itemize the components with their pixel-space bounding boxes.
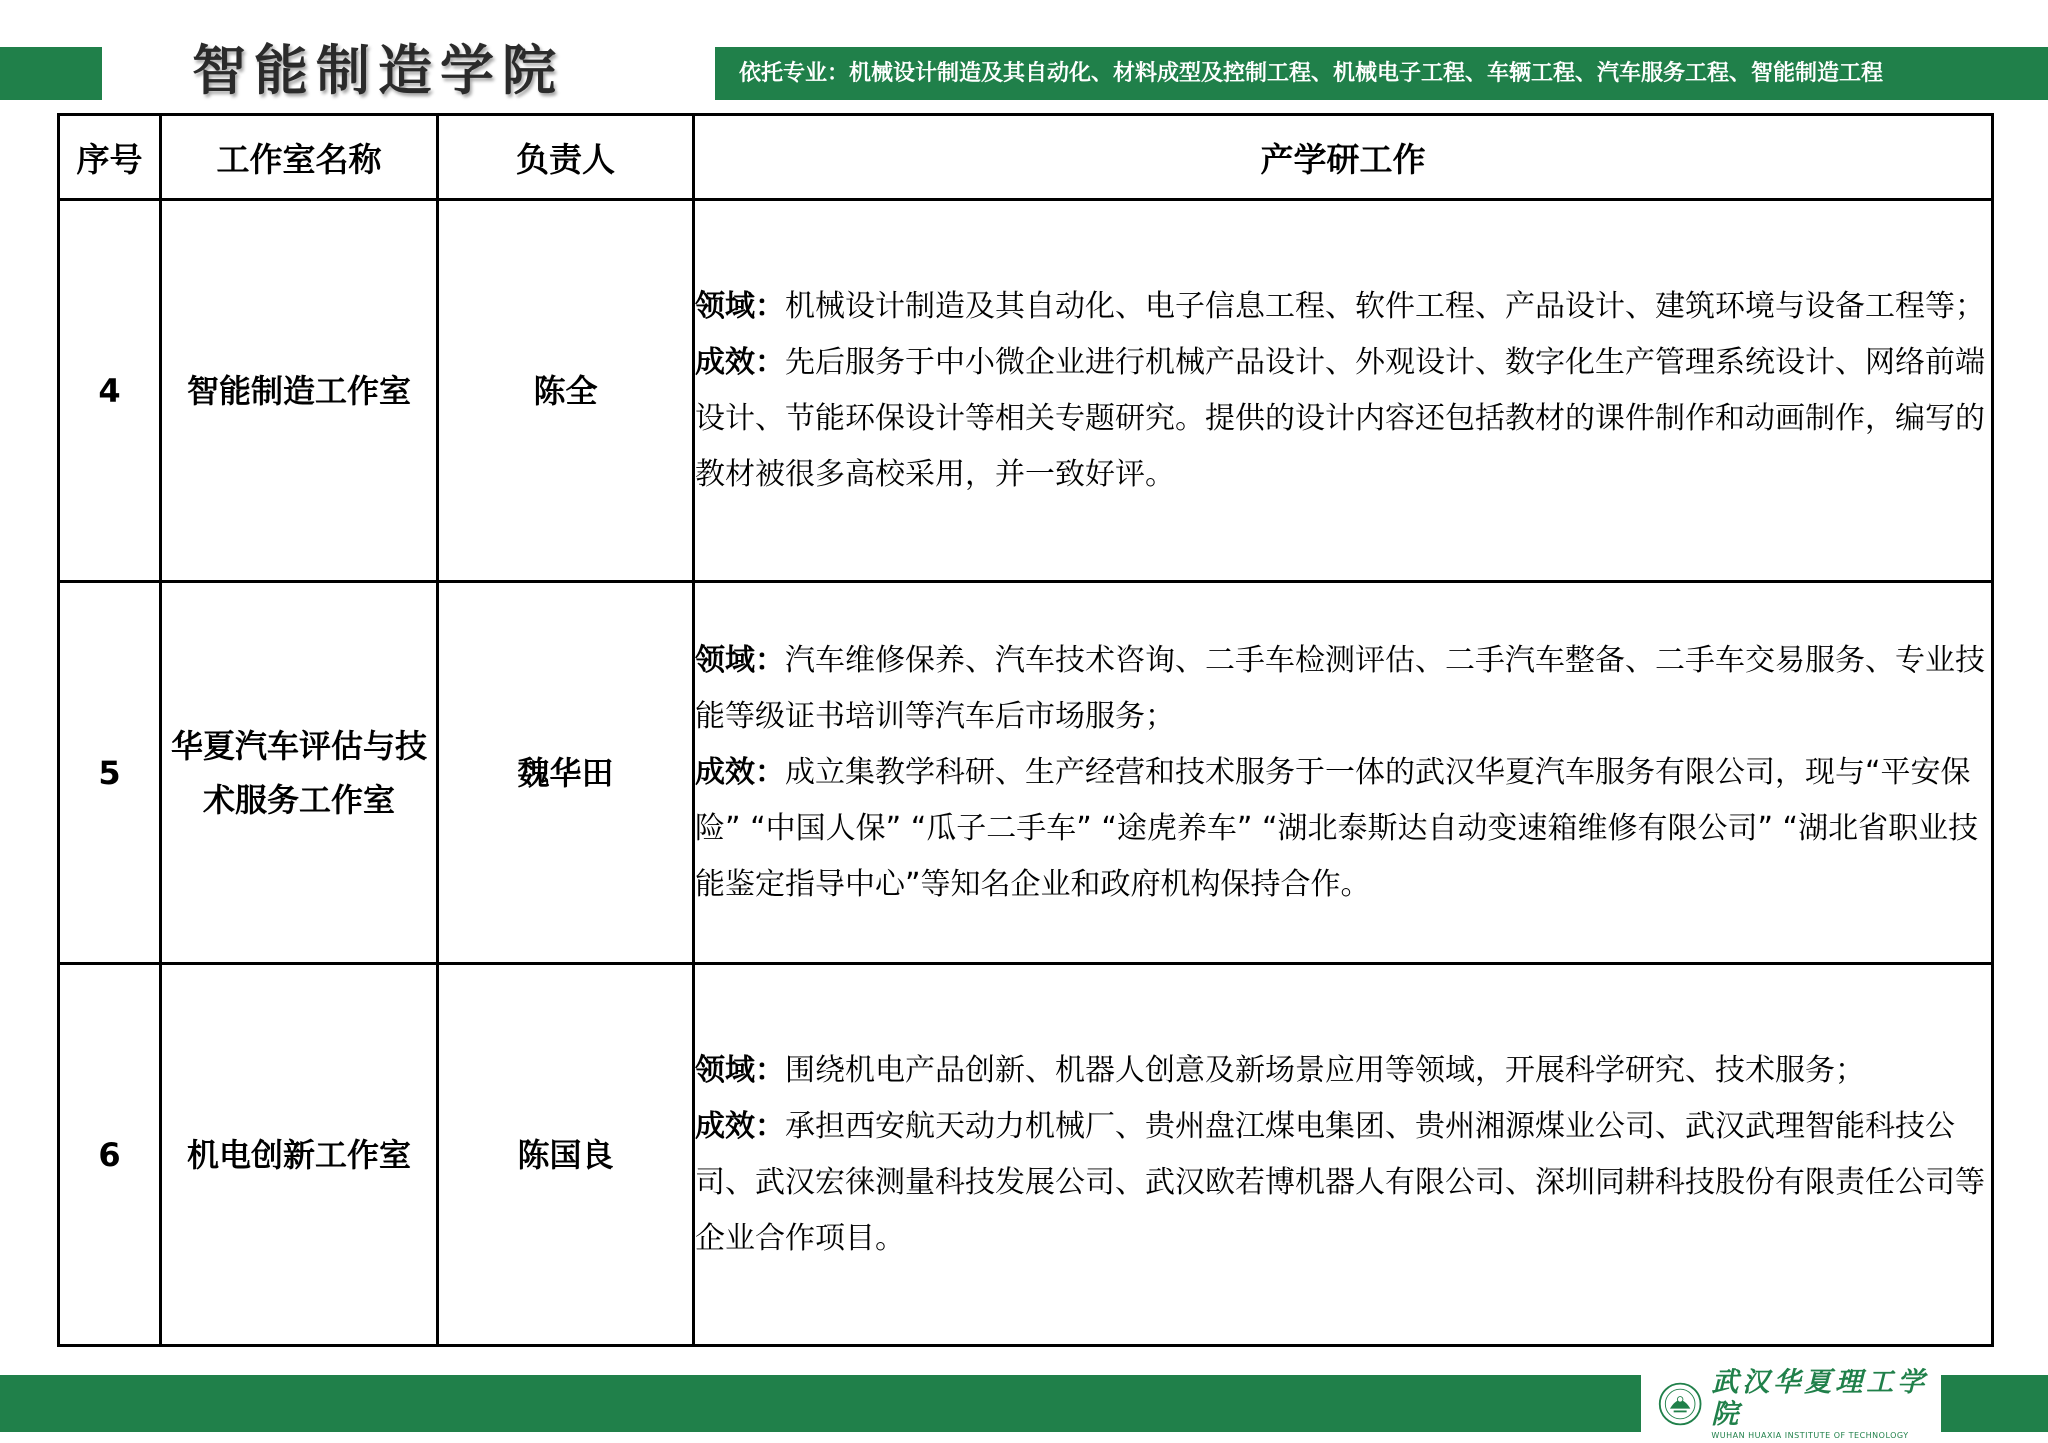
result-paragraph (695, 745, 1991, 913)
university-emblem-icon (1657, 1379, 1703, 1429)
header-accent-bar-left (0, 47, 102, 100)
work-description (694, 582, 1993, 964)
result-label: 成效： (695, 344, 785, 380)
result-text: 先后服务于中小微企业进行机械产品设计、外观设计、数字化生产管理系统设计、网络前端设计、节能环保设计等相关专题研究。提供的设计内容还包括教材的课件制作和动画制作，编写的教材被很多高校采用，并一致好评。 (695, 344, 1985, 492)
field-text: 汽车维修保养、汽车技术咨询、二手车检测评估、二手汽车整备、二手车交易服务、专业技能等级证书培训等汽车后市场服务； (695, 642, 1985, 734)
studio-leader: 陈全 (438, 200, 694, 582)
field-text: 机械设计制造及其自动化、电子信息工程、软件工程、产品设计、建筑环境与设备工程等； (785, 288, 1985, 324)
table-row (59, 582, 1993, 964)
header-leader: 负责人 (438, 115, 694, 200)
field-label: 领域： (695, 288, 785, 324)
studio-leader: 魏华田 (438, 582, 694, 964)
result-text: 承担西安航天动力机械厂、贵州盘江煤电集团、贵州湘源煤业公司、武汉武理智能科技公司、武汉宏徕测量科技发展公司、武汉欧若博机器人有限公司、深圳同耕科技股份有限责任公司等企业合作项目。 (695, 1108, 1985, 1256)
result-text: 成立集教学科研、生产经营和技术服务于一体的武汉华夏汽车服务有限公司，现与“平安保险” “中国人保” “瓜子二手车” “途虎养车” “湖北泰斯达自动变速箱维修有限公司” “湖北省职业技能鉴定指导中心”等知名企业和政府机构保持合作。 (695, 754, 1979, 902)
row-number: 4 (59, 200, 161, 582)
result-label: 成效： (695, 754, 785, 790)
field-paragraph (695, 1043, 1991, 1099)
field-paragraph (695, 279, 1991, 335)
university-logo (1641, 1366, 1941, 1440)
field-text: 围绕机电产品创新、机器人创意及新场景应用等领域，开展科学研究、技术服务； (785, 1052, 1865, 1088)
table-header-row (59, 115, 1993, 200)
studio-name: 智能制造工作室 (161, 200, 438, 582)
header-studio-name: 工作室名称 (161, 115, 438, 200)
logo-chinese-name: 武汉华夏理工学院 (1711, 1366, 1929, 1430)
studio-name: 机电创新工作室 (161, 964, 438, 1346)
page-title: 智能制造学院 (192, 38, 564, 102)
result-label: 成效： (695, 1108, 785, 1144)
field-label: 领域： (695, 1052, 785, 1088)
field-label: 领域： (695, 642, 785, 678)
table-row (59, 200, 1993, 582)
header-no: 序号 (59, 115, 161, 200)
studio-name: 华夏汽车评估与技术服务工作室 (161, 582, 438, 964)
result-paragraph (695, 335, 1991, 503)
majors-banner: 依托专业：机械设计制造及其自动化、材料成型及控制工程、机械电子工程、车辆工程、汽车服务工程、智能制造工程 (715, 47, 2048, 100)
logo-english-name: WUHAN HUAXIA INSTITUTE OF TECHNOLOGY (1711, 1430, 1909, 1440)
row-number: 6 (59, 964, 161, 1346)
work-description (694, 964, 1993, 1346)
studio-leader: 陈国良 (438, 964, 694, 1346)
header-work: 产学研工作 (694, 115, 1993, 200)
result-paragraph (695, 1099, 1991, 1267)
studio-table (57, 113, 1994, 1347)
logo-text (1711, 1367, 1941, 1441)
table-row (59, 964, 1993, 1346)
row-number: 5 (59, 582, 161, 964)
work-description (694, 200, 1993, 582)
field-paragraph (695, 633, 1991, 745)
